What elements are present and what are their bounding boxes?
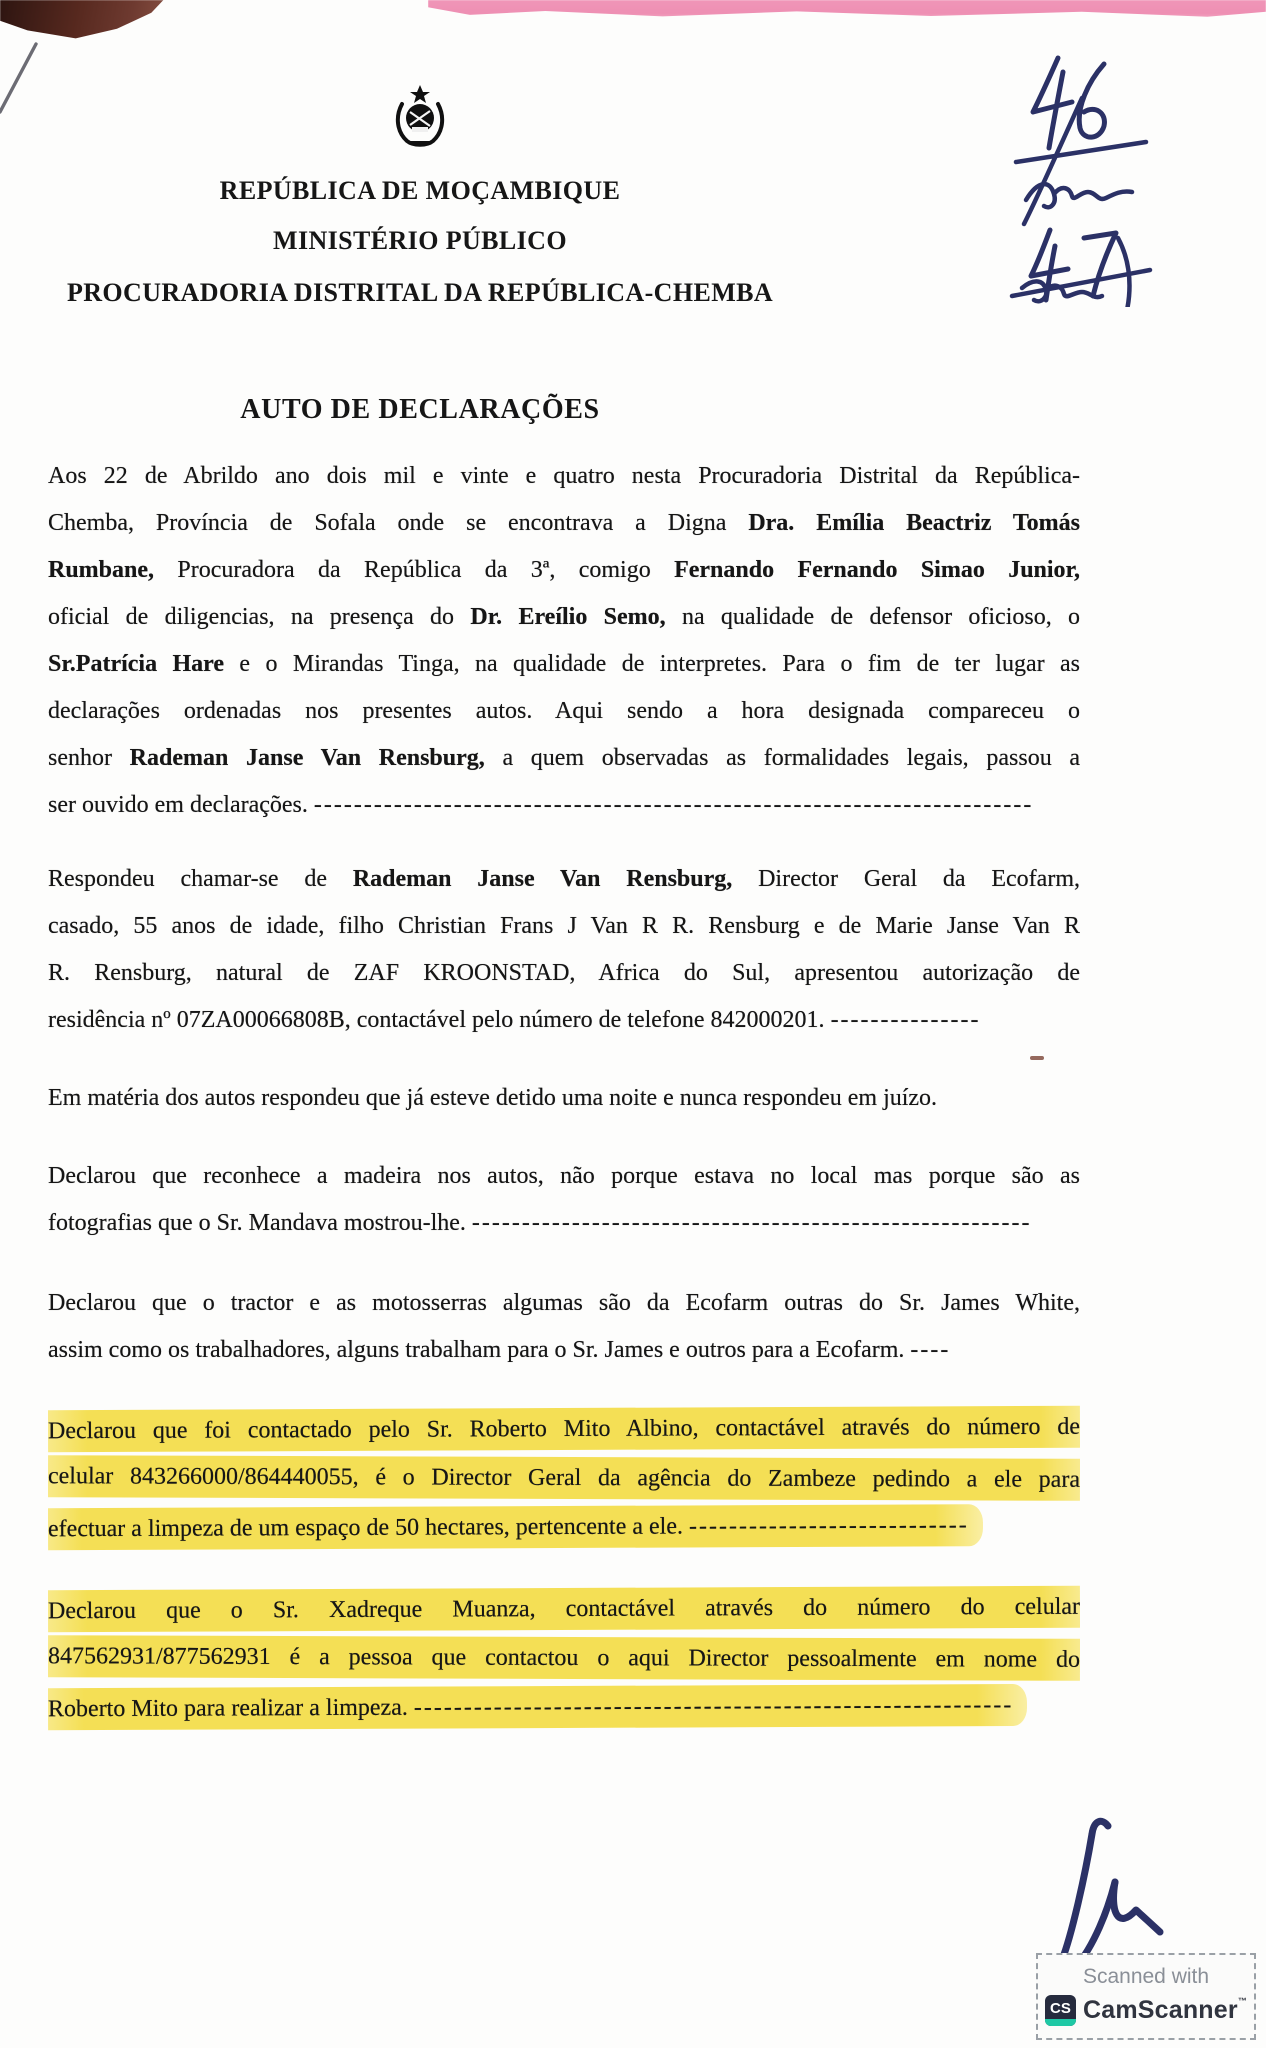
text-segment: Dr. Ereílio Semo, (470, 604, 666, 630)
text-segment: Dra. Emília Beactriz Tomás (748, 510, 1080, 536)
paragraph (48, 1280, 1080, 1374)
document-line (48, 1681, 1080, 1732)
pen-stroke-corner (0, 40, 42, 116)
document-line (48, 1075, 1080, 1122)
text-segment: celular 843266000/864440055, é o Director Geral da agência do Zambeze pedindo a ele para (48, 1463, 1080, 1493)
text-segment: R. Rensburg, natural de ZAF KROONSTAD, Africa do Sul, apresentou autorização de (48, 960, 1080, 986)
document-line (48, 1327, 1080, 1374)
document-line (48, 1501, 1080, 1552)
text-segment: 847562931/877562931 é a pessoa que contactou o aqui Director pessoalmente em nome do (48, 1643, 1080, 1673)
document-line (48, 1405, 1080, 1456)
document-line (48, 500, 1080, 547)
text-segment: ser ouvido em declarações. (48, 792, 314, 818)
text-segment: Declarou que foi contactado pelo Sr. Roberto Mito Albino, contactável através do número de (48, 1413, 1080, 1445)
document-line (48, 688, 1080, 735)
document-line (48, 641, 1080, 688)
document-line (48, 735, 1080, 782)
dash-filler: --------------- (830, 1007, 981, 1033)
paragraph-highlighted (48, 1405, 1080, 1552)
camscanner-badge (1036, 1953, 1256, 2040)
paragraph (48, 856, 1080, 1044)
header-line-republic: REPÚBLICA DE MOÇAMBIQUE (219, 176, 621, 205)
text-segment: Rumbane, (48, 557, 155, 583)
text-segment: Roberto Mito para realizar a limpeza. (48, 1694, 414, 1723)
document-line (48, 547, 1080, 594)
text-segment: Chemba, Província de Sofala onde se encontrava a Digna (48, 510, 749, 536)
text-segment: Rademan Janse Van Rensburg, (352, 866, 733, 892)
dash-filler: ------------------------------------------------------------------------ (313, 792, 1034, 818)
text-segment: senhor (48, 745, 130, 771)
document-line (48, 1452, 1080, 1505)
header-line-prosecutor-office: PROCURADORIA DISTRITAL DA REPÚBLICA-CHEMBA (66, 278, 774, 307)
scanned-with-label: Scanned with (1082, 1965, 1210, 1988)
text-segment: fotografias que o Sr. Mandava mostrou-lhe. (48, 1210, 472, 1236)
dash-filler: ---------------------------- (688, 1512, 969, 1540)
document-line (48, 782, 1080, 829)
dash-filler: ------------------------------------------------------------ (413, 1692, 1014, 1721)
paragraph-highlighted (48, 1585, 1080, 1732)
text-segment: Declarou que o Sr. Xadreque Muanza, contactável através do número do celular (48, 1593, 1080, 1625)
camscanner-brand-name: CamScanner™ (1082, 1996, 1248, 2024)
text-segment: Director Geral da Ecofarm, (732, 866, 1080, 892)
small-dash-mark (1030, 1056, 1044, 1060)
document-line (48, 950, 1080, 997)
camscanner-logo-letters: CS (1050, 2000, 1071, 2017)
trademark-symbol: ™ (1237, 1996, 1248, 2006)
text-segment: na qualidade de defensor oficioso, o (665, 604, 1080, 630)
document-body (48, 0, 1080, 2048)
text-segment: declarações ordenadas nos presentes autos. Aqui sendo a hora designada compareceu o (48, 698, 1080, 724)
text-segment: Fernando Fernando Simao Junior, (674, 557, 1080, 583)
document-line (48, 1632, 1080, 1685)
text-segment: e o Mirandas Tinga, na qualidade de interpretes. Para o fim de ter lugar as (224, 651, 1080, 677)
text-segment: Sr.Patrícia Hare (48, 651, 225, 677)
text-segment: residência nº 07ZA00066808B, contactável pelo número de telefone 842000201. (48, 1007, 831, 1033)
text-segment: Aos 22 de Abrildo ano dois mil e vinte e quatro nesta Procuradoria Distrital da República- (48, 463, 1080, 489)
document-line (48, 1153, 1080, 1200)
text-segment: Rademan Janse Van Rensburg, (129, 745, 485, 771)
camscanner-logo-icon (1045, 1995, 1076, 2026)
text-segment: Declarou que reconhece a madeira nos autos, não porque estava no local mas porque são as (48, 1163, 1080, 1189)
text-segment: Respondeu chamar-se de (48, 866, 353, 892)
text-segment: efectuar a limpeza de um espaço de 50 hectares, pertencente a ele. (48, 1513, 690, 1543)
document-line (48, 1280, 1080, 1327)
document-line (48, 594, 1080, 641)
document-line (48, 453, 1080, 500)
document-line (48, 856, 1080, 903)
text-segment: Em matéria dos autos respondeu que já esteve detido uma noite e nunca respondeu em juízo. (48, 1085, 938, 1111)
paragraph (48, 1153, 1080, 1247)
document-line (48, 1200, 1080, 1247)
text-segment: casado, 55 anos de idade, filho Christian Frans J Van R R. Rensburg e de Marie Janse Van R (48, 913, 1080, 939)
text-segment: oficial de diligencias, na presença do (48, 604, 471, 630)
document-line (48, 903, 1080, 950)
text-segment: Procuradora da República da 3ª, comigo (154, 557, 675, 583)
paragraph (48, 453, 1080, 829)
text-segment: a quem observadas as formalidades legais, passou a (484, 745, 1080, 771)
text-segment: Declarou que o tractor e as motosserras algumas são da Ecofarm outras do Sr. James White, (48, 1290, 1080, 1316)
document-line (48, 1585, 1080, 1636)
dash-filler: -------------------------------------------------------- (471, 1210, 1032, 1236)
text-segment: assim como os trabalhadores, alguns trabalham para o Sr. James e outros para a Ecofarm. (48, 1337, 911, 1363)
paragraph (48, 1075, 1080, 1122)
header-line-ministry: MINISTÉRIO PÚBLICO (273, 226, 567, 255)
document-line (48, 997, 1080, 1044)
dash-filler: ---- (910, 1337, 951, 1363)
document-title: AUTO DE DECLARAÇÕES (240, 394, 600, 425)
